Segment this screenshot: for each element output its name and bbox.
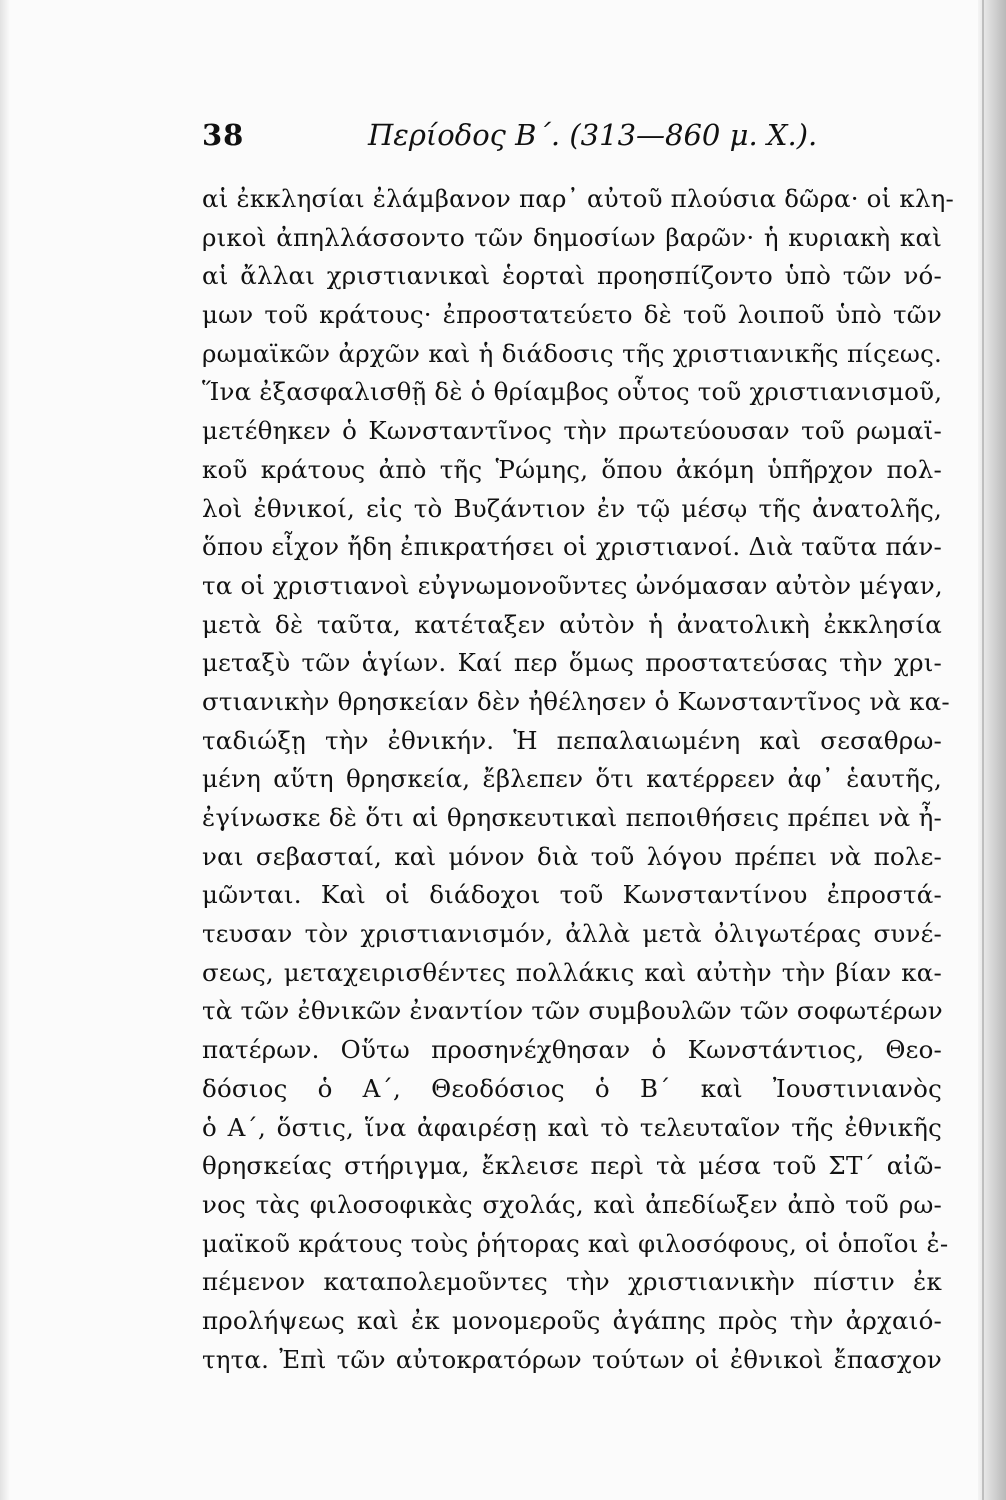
text-line: αἱ ἄλλαι χριστιανικαὶ ἑορταὶ προησπίζοντο ὑπὸ τῶν νό- <box>202 261 942 291</box>
text-line: τα οἱ χριστιανοὶ εὐγνωμονοῦντες ὠνόμασαν αὐτὸν μέγαν, <box>202 570 943 600</box>
text-line: ταδιώξῃ τὴν ἐθνικήν. Ἡ πεπαλαιωμένη καὶ σεσαθρω- <box>202 725 942 755</box>
text-line: ρικοὶ ἀπηλλάσσοντο τῶν δημοσίων βαρῶν· ἡ κυριακὴ καὶ <box>202 222 942 252</box>
text-line: δόσιος ὁ Α΄, Θεοδόσιος ὁ Β΄ καὶ Ἰουστινιανὸς <box>202 1073 942 1103</box>
text-line: ὁ Α΄, ὅστις, ἵνα ἀφαιρέσῃ καὶ τὸ τελευταῖον τῆς ἐθνικῆς <box>202 1112 942 1142</box>
text-line: πατέρων. Οὕτω προσηνέχθησαν ὁ Κωνστάντιος, Θεο- <box>202 1035 942 1065</box>
text-line: λοὶ ἐθνικοί, εἰς τὸ Βυζάντιον ἐν τῷ μέσῳ τῆς ἀνατολῆς, <box>202 493 942 523</box>
text-line: νος τὰς φιλοσοφικὰς σχολάς, καὶ ἀπεδίωξεν ἀπὸ τοῦ ρω- <box>202 1189 942 1219</box>
text-line: μων τοῦ κράτους· ἐπροστατεύετο δὲ τοῦ λοιποῦ ὑπὸ τῶν <box>202 300 942 330</box>
page-fold-line <box>982 0 984 1500</box>
text-line: ὅπου εἶχον ἤδη ἐπικρατήσει οἱ χριστιανοί. Διὰ ταῦτα πάν- <box>202 532 942 562</box>
page-number: 38 <box>202 118 245 152</box>
text-line: τευσαν τὸν χριστιανισμόν, ἀλλὰ μετὰ ὀλιγωτέρας συνέ- <box>202 919 942 949</box>
text-line: σεως, μεταχειρισθέντες πολλάκις καὶ αὐτὴν τὴν βίαν κα- <box>202 957 942 987</box>
running-head: Περίοδος Β΄. (313—860 μ. Χ.). <box>368 118 818 152</box>
text-line: μετέθηκεν ὁ Κωνσταντῖνος τὴν πρωτεύουσαν τοῦ ρωμαϊ- <box>202 416 942 446</box>
text-line: θρησκείας στήριγμα, ἔκλεισε περὶ τὰ μέσα τοῦ ΣΤ΄ αἰῶ- <box>202 1151 942 1181</box>
text-line: κοῦ κράτους ἀπὸ τῆς Ῥώμης, ὅπου ἀκόμη ὑπῆρχον πολ- <box>202 454 942 484</box>
text-line: μαϊκοῦ κράτους τοὺς ῥήτορας καὶ φιλοσόφους, οἱ ὁποῖοι ἐ- <box>202 1228 949 1258</box>
text-line: τητα. Ἐπὶ τῶν αὐτοκρατόρων τούτων οἱ ἐθνικοὶ ἔπασχον <box>202 1344 942 1374</box>
text-line: ἐγίνωσκε δὲ ὅτι αἱ θρησκευτικαὶ πεποιθήσεις πρέπει νὰ ἦ- <box>202 803 942 832</box>
page-left-shadow <box>0 0 10 1500</box>
text-line: Ἵνα ἐξασφαλισθῇ δὲ ὁ θρίαμβος οὗτος τοῦ χριστιανισμοῦ, <box>202 377 943 407</box>
text-line: αἱ ἐκκλησίαι ἐλάμβανον παρ᾽ αὐτοῦ πλούσια δῶρα· οἱ κλη- <box>202 184 955 213</box>
text-line: μῶνται. Καὶ οἱ διάδοχοι τοῦ Κωνσταντίνου ἐπροστά- <box>202 880 942 910</box>
text-line: ρωμαϊκῶν ἀρχῶν καὶ ἡ διάδοσις τῆς χριστιανικῆς πίςεως. <box>202 338 942 368</box>
text-line: ναι σεβασταί, καὶ μόνον διὰ τοῦ λόγου πρέπει νὰ πολε- <box>202 841 942 871</box>
text-line: μένη αὕτη θρησκεία, ἔβλεπεν ὅτι κατέρρεεν ἀφ᾽ ἑαυτῆς, <box>202 764 942 794</box>
page-header <box>202 118 942 166</box>
text-line: στιανικὴν θρησκείαν δὲν ἠθέλησεν ὁ Κωνσταντῖνος νὰ κα- <box>202 686 950 716</box>
text-line: μετὰ δὲ ταῦτα, κατέταξεν αὐτὸν ἡ ἀνατολικὴ ἐκκλησία <box>202 609 942 639</box>
text-line: προλήψεως καὶ ἐκ μονομεροῦς ἀγάπης πρὸς τὴν ἀρχαιό- <box>202 1305 942 1335</box>
text-line: τὰ τῶν ἐθνικῶν ἐναντίον τῶν συμβουλῶν τῶν σοφωτέρων <box>202 996 943 1026</box>
text-line: πέμενον καταπολεμοῦντες τὴν χριστιανικὴν πίστιν ἐκ <box>202 1267 942 1297</box>
body-text <box>202 180 955 1379</box>
text-line: μεταξὺ τῶν ἁγίων. Καί περ ὅμως προστατεύσας τὴν χρι- <box>202 648 942 678</box>
